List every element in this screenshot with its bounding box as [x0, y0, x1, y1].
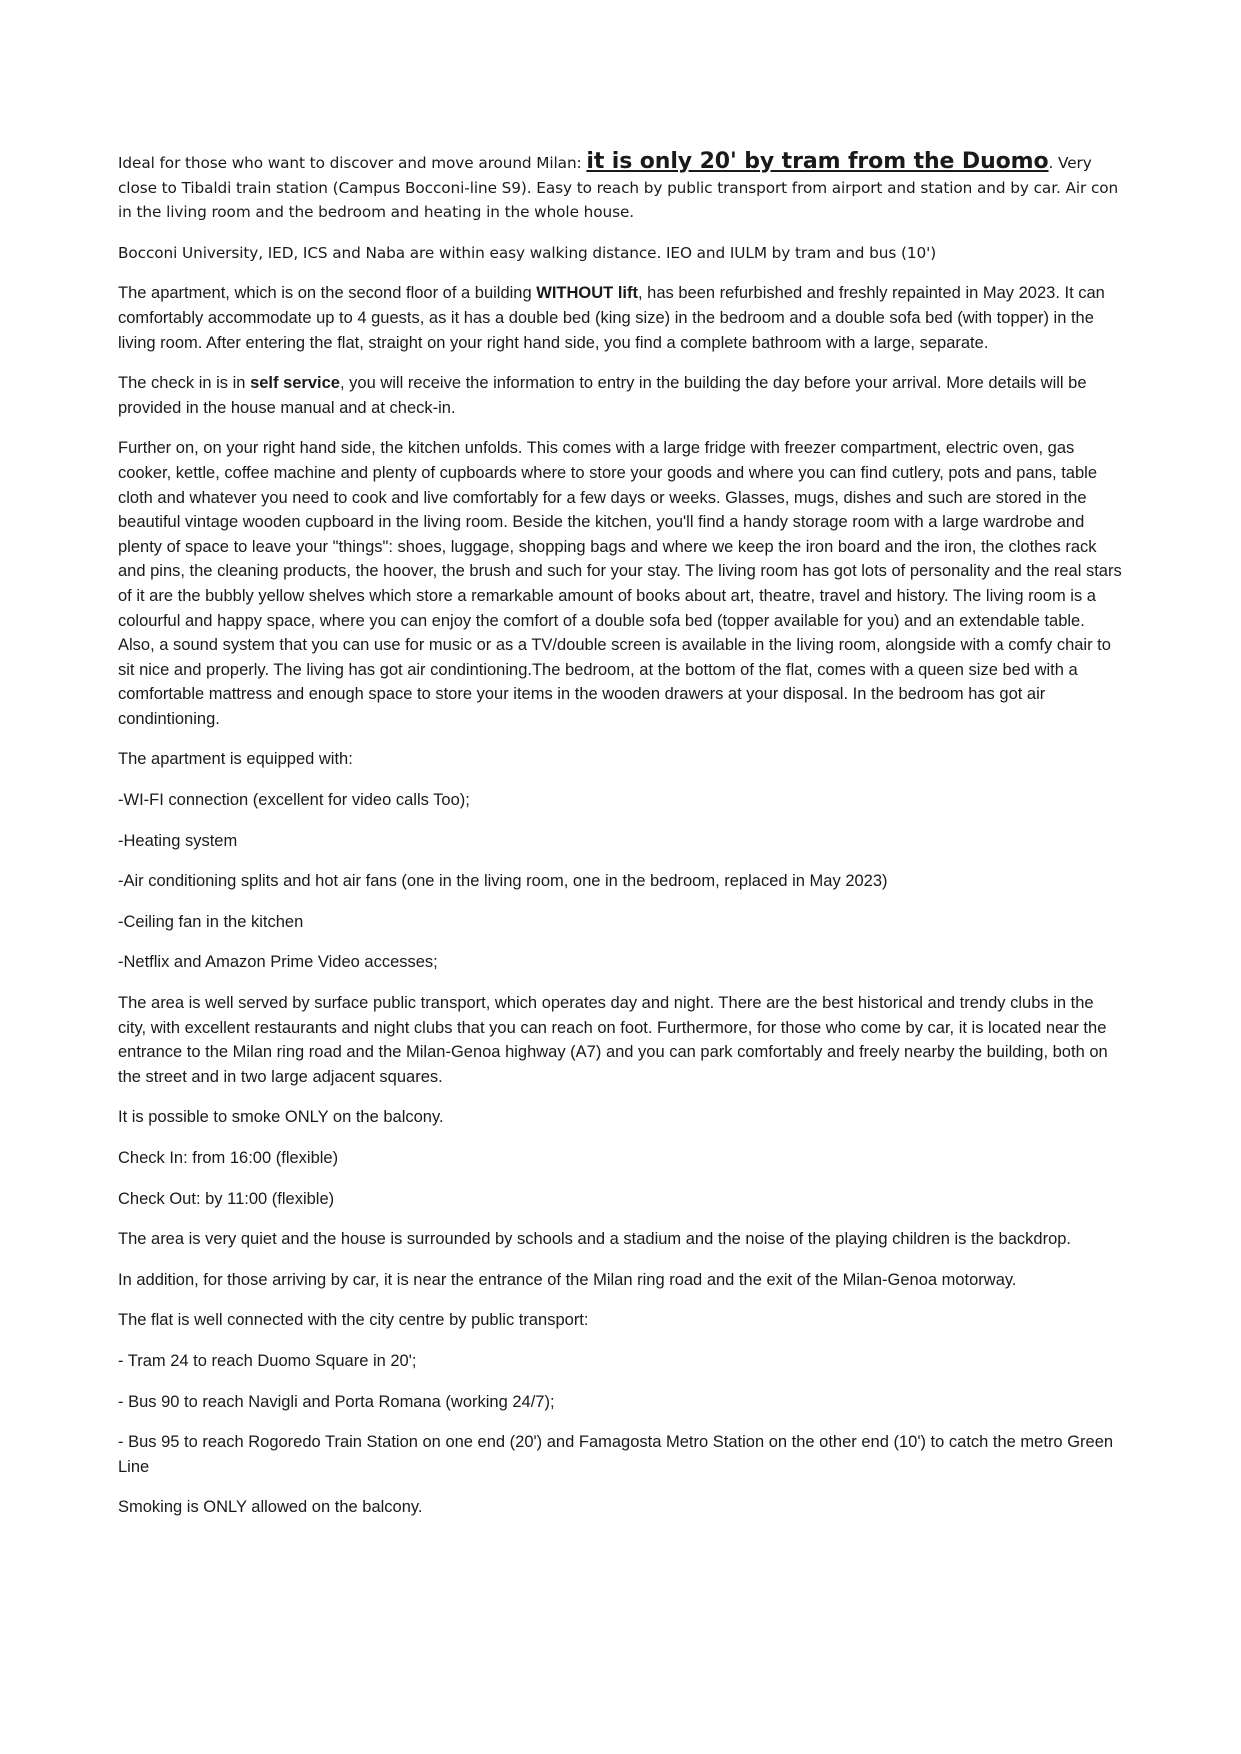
equipped-heading: The apartment is equipped with: — [118, 750, 353, 769]
equipment-item: -WI-FI connection (excellent for video calls Too); — [118, 791, 470, 810]
intro-lead: Ideal for those who want to discover and move around Milan: — [118, 154, 587, 172]
check-out-time: Check Out: by 11:00 (flexible) — [118, 1189, 335, 1208]
description-paragraph: Further on, on your right hand side, the kitchen unfolds. This comes with a large fridge with freezer compartment, electric oven, gas cooker, kettle, coffee machine and plenty of cupboards where to store your goods and where you can find cutlery, pots and pans, table cloth and whatever you need to cook and live comfortably for a few days or weeks. Glasses, mugs, dishes and such are stored in the beautiful vintage wooden cupboard in the living room. Beside the kitchen, you'll find a handy storage room with a large wardrobe and plenty of space to leave your "things": shoes, luggage, shopping bags and where we keep the iron board and the iron, the clothes rack and pins, the cleaning products, the hoover, the brush and such for your stay. The living room has got lots of personality and the real stars of it are the bubbly yellow shelves which store a remarkable amount of books about art, theatre, travel and history. The living room is a colourful and happy space, where you can enjoy the comfort of a double sofa bed (topper available for you) and an extendable table. Also, a sound system that you can use for music or as a TV/double screen is available in the living room, alongside with a comfy chair to sit nice and properly. The living has got air condintioning.The bedroom, at the bottom of the flat, comes with a queen size bed with a comfortable mattress and enough space to store your items in the wooden drawers at your disposal. In the bedroom has got air condintioning. — [118, 439, 1122, 728]
quiet-paragraph: The area is very quiet and the house is surrounded by schools and a stadium and the noise of the playing children is the backdrop. — [118, 1230, 1072, 1249]
smoke-rule: It is possible to smoke ONLY on the balcony. — [118, 1108, 444, 1127]
check-in-time: Check In: from 16:00 (flexible) — [118, 1149, 339, 1167]
checkin-part1: The check in is in — [118, 374, 251, 393]
equipment-item: -Netflix and Amazon Prime Video accesses; — [118, 953, 438, 972]
transport-heading: The flat is well connected with the city centre by public transport: — [118, 1311, 589, 1330]
apartment-part2: , has been refurbished and freshly repainted in May 2023. It can comfortably accommodate up to 4 guests, as it has a double bed (king size) in the bedroom and a double sofa bed (with topper) in the living room. After entering the flat, straight on your right hand side, you find a complete bathroom with a large, separate. — [118, 284, 1105, 352]
transport-item: - Tram 24 to reach Duomo Square in 20'; — [118, 1351, 417, 1370]
apartment-part1: The apartment, which is on the second floor of a building — [118, 284, 537, 303]
checkin-info-paragraph — [118, 371, 1123, 420]
equipment-item: -Air conditioning splits and hot air fans (one in the living room, one in the bedroom, replaced in May 2023) — [118, 872, 888, 891]
apartment-bold: WITHOUT lift — [536, 284, 638, 303]
equipment-item: -Ceiling fan in the kitchen — [118, 912, 304, 931]
area-paragraph: The area is well served by surface public transport, which operates day and night. There are the best historical and trendy clubs in the city, with excellent restaurants and night clubs that you can reach on foot. Furthermore, for those who come by car, it is located near the entrance to the Milan ring road and the Milan-Genoa highway (A7) and you can park comfortably and freely nearby the building, both on the street and in two large adjacent squares. — [118, 994, 1108, 1086]
universities-paragraph: Bocconi University, IED, ICS and Naba are within easy walking distance. IEO and IULM by tram and bus (10') — [118, 243, 937, 262]
intro-rest: . Very close to Tibaldi train station (Campus Bocconi-line S9). Easy to reach by public transport from airport and station and by car. Air con in the living room and the bedroom and heating in the whole house. — [118, 154, 1119, 222]
equipment-item: -Heating system — [118, 831, 238, 850]
transport-item: - Bus 95 to reach Rogoredo Train Station on one end (20') and Famagosta Metro Station on the other end (10') to catch the metro Green Line — [118, 1433, 1114, 1476]
intro-paragraph — [118, 150, 1123, 225]
document-page — [118, 150, 1123, 1536]
intro-highlight: it is only 20' by tram from the Duomo — [586, 149, 1049, 174]
apartment-paragraph — [118, 281, 1123, 355]
car-access-paragraph: In addition, for those arriving by car, it is near the entrance of the Milan ring road and the exit of the Milan-Genoa motorway. — [118, 1270, 1017, 1289]
checkin-bold: self service — [250, 374, 340, 393]
smoking-final: Smoking is ONLY allowed on the balcony. — [118, 1498, 423, 1517]
checkin-part2: , you will receive the information to entry in the building the day before your arrival. More details will be provided in the house manual and at check-in. — [118, 374, 1087, 417]
transport-item: - Bus 90 to reach Navigli and Porta Romana (working 24/7); — [118, 1392, 555, 1411]
